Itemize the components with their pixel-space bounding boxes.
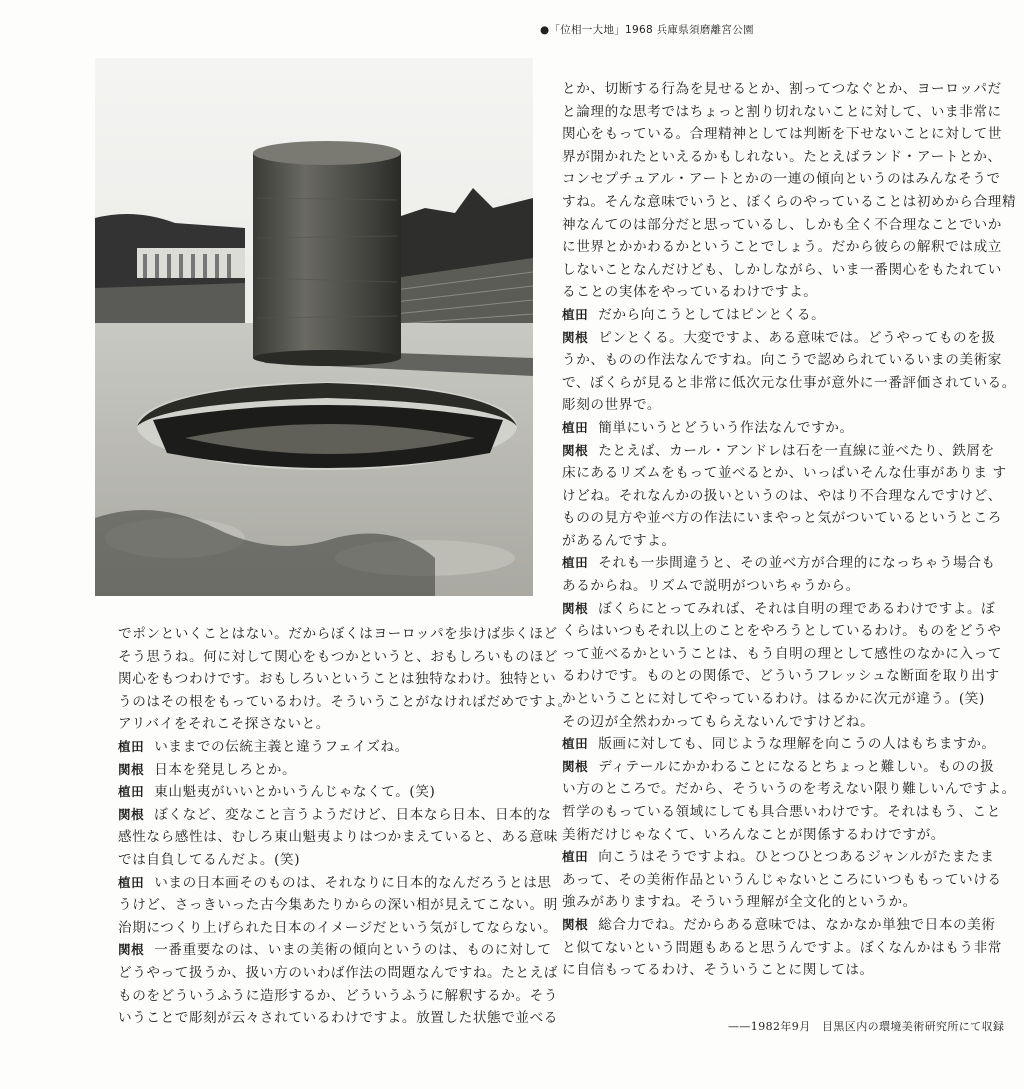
line-text: あるからね。リズムで説明がついちゃうから。 (562, 578, 860, 595)
photograph (95, 58, 533, 596)
dialogue-paragraph (562, 914, 1003, 982)
line-text: 彫刻の世界で。 (562, 397, 662, 414)
dialogue-paragraph (562, 440, 1007, 553)
text-line (118, 894, 559, 917)
line-text: では自負してるんだよ。(笑) (118, 851, 301, 868)
text-line (562, 575, 978, 598)
text-line (562, 846, 995, 869)
text-line (562, 643, 1003, 666)
text-line (562, 778, 1016, 801)
text-column-right (562, 78, 1017, 982)
text-line (562, 552, 996, 575)
dialogue-paragraph (562, 417, 978, 440)
dialogue-paragraph (118, 623, 572, 736)
dialogue-paragraph (118, 736, 536, 759)
line-text: 強みがありますね。そういう理解が全文化的というか。 (562, 894, 917, 911)
dialogue-paragraph (562, 846, 1002, 914)
line-text: うけど、さっきいった古今集あたりからの深い相が見えてこない。明 (118, 897, 559, 914)
dialogue-paragraph (118, 939, 559, 1029)
dialogue-paragraph (562, 756, 1016, 846)
text-line (562, 914, 996, 937)
line-text: 美術だけじゃなくて、いろんなことが関係するわけですが。 (562, 826, 945, 843)
text-line (562, 214, 1003, 237)
text-line (562, 123, 1003, 146)
recording-note: ——1982年9月 目黒区内の環境美術研究所にて収録 (728, 1020, 1005, 1033)
line-text: ものの見方や並べ方の作法にいまやっと気がついているというところ (562, 510, 1003, 527)
dialogue-paragraph (562, 733, 996, 756)
photo-caption: ●「位相一大地」1968 兵庫県須磨離宮公園 (540, 24, 754, 36)
line-text: があるんですよ。 (562, 532, 676, 549)
line-text: 関心をもつわけです。おもしろいということは独特なわけ。独特とい (118, 671, 557, 688)
dialogue-paragraph (562, 78, 1017, 304)
line-text: いまの日本画そのものは、それなりに日本的なんだろうとは思 (154, 874, 552, 891)
text-line (118, 939, 552, 962)
text-line (562, 733, 996, 756)
line-text: でポンといくことはない。だからぼくはヨーロッパを歩けば歩くほど (118, 626, 558, 642)
text-line (562, 101, 1002, 124)
text-line (118, 1007, 559, 1030)
dialogue-paragraph (118, 804, 559, 872)
text-line (562, 485, 1003, 508)
speaker-name: 関根 (562, 600, 589, 616)
line-text: うか、ものの作法なんですね。向こうで認められているいまの美術家 (562, 352, 1003, 369)
speaker-name: 関根 (562, 329, 589, 345)
line-text: 版画に対しても、同じような理解を向こうの人はもちますか。 (598, 736, 996, 753)
line-text: 日本を発見しろとか。 (154, 761, 297, 778)
speaker-name: 関根 (118, 942, 145, 958)
text-line (118, 962, 559, 985)
text-line (118, 781, 536, 804)
line-text: だから向こうとしてはピンとくる。 (598, 306, 826, 323)
speaker-name: 関根 (118, 806, 145, 822)
line-text: ることの実体をやっているわけですよ。 (562, 284, 818, 301)
speaker-name: 植田 (562, 555, 589, 571)
text-line (562, 891, 978, 914)
line-text: で、ぼくらが見ると非常に低次元な仕事が意外に一番評価されている。 (562, 374, 1016, 391)
text-column-left (118, 623, 572, 1030)
text-line (562, 688, 985, 711)
line-text: いままでの伝統主義と違うフェイズね。 (154, 738, 409, 755)
text-line (118, 872, 552, 895)
line-text: 治期につくり上げられた日本のイメージだという気がしてならない。 (118, 919, 558, 936)
text-line (118, 623, 558, 646)
text-line (562, 168, 1001, 191)
line-text: どうやって扱うか、扱い方のいわば作法の問題なんですね。たとえば (118, 964, 559, 981)
dialogue-paragraph (562, 552, 996, 597)
speaker-name: 植田 (118, 738, 145, 754)
line-text: 界が開かれたといえるかもしれない。たとえばランド・アートとか、 (562, 148, 1002, 165)
speaker-name: 関根 (118, 761, 145, 777)
line-text: 床にあるリズムをもって並べるとか、いっぱいそんな仕事がありま す (562, 465, 1007, 482)
line-text: かということに対してやっているわけ。はるかに次元が違う。(笑) (562, 691, 985, 708)
text-line (562, 937, 1003, 960)
text-line (562, 236, 1003, 259)
line-text: 一番重要なのは、いまの美術の傾向というのは、ものに対して (154, 942, 552, 959)
text-line (562, 598, 996, 621)
text-line (118, 646, 559, 669)
speaker-name: 植田 (562, 736, 589, 752)
text-line (118, 849, 536, 872)
line-text: に自信もってるわけ、そういうことに関しては。 (562, 962, 874, 979)
line-text: い方のところで。だから、そういうのを考えない限り難しいんですよ。 (562, 781, 1016, 798)
line-text: コンセプチュアル・アートとかの一連の傾向というのはみんなそうで (562, 171, 1001, 188)
line-text: ぼくらにとってみれば、それは自明の理であるわけですよ。ぼ (598, 600, 996, 617)
text-line (562, 327, 996, 350)
line-text: に世界とかかわるかということでしょう。だから彼らの解釈では成立 (562, 239, 1003, 256)
line-text: とか、切断する行為を見せるとか、割ってつなぐとか、ヨーロッパだ (562, 81, 1002, 97)
text-line (118, 804, 552, 827)
line-text: うのはその根をもっているわけ。そういうことがなければだめですよ。 (118, 693, 572, 710)
line-text: けどね。それなんかの扱いというのは、やはり不合理なんですけど、 (562, 487, 1003, 504)
line-text: しないことなんだけども、しかしながら、いま一番関心をもたれてい (562, 261, 1003, 278)
line-text: あって、その美術作品というんじゃないところにいつももっていける (562, 871, 1002, 888)
speaker-name: 植田 (118, 874, 145, 890)
line-text: ピンとくる。大変ですよ、ある意味では。どうやってものを扱 (598, 329, 996, 346)
text-line (118, 713, 536, 736)
text-line (562, 259, 1003, 282)
text-line (562, 349, 1003, 372)
text-line (562, 372, 1016, 395)
speaker-name: 関根 (562, 758, 589, 774)
line-text: 総合力でね。だからある意味では、なかなか単独で日本の美術 (598, 916, 996, 933)
speaker-name: 植田 (562, 419, 589, 435)
text-line (118, 668, 557, 691)
line-text: 神なんてのは部分だと思っているし、しかも全く不合理なことでいか (562, 216, 1003, 233)
line-text: すね。そんな意味でいうと、ぼくらのやっていることは初めから合理精 (562, 193, 1017, 210)
text-line (562, 801, 1001, 824)
dialogue-paragraph (562, 598, 1003, 734)
line-text: 東山魁夷がいいとかいうんじゃなくて。(笑) (154, 784, 436, 801)
line-text: たとえば、カール・アンドレは石を一直線に並べたり、鉄屑を (598, 442, 995, 459)
line-text: 哲学のもっている領域にしても具合悪いわけです。それはもう、こと (562, 804, 1001, 820)
text-line (562, 824, 978, 847)
text-line (118, 691, 572, 714)
text-line (118, 736, 536, 759)
line-text: 感性なら感性は、むしろ東山魁夷よりはつかまえていると、ある意味 (118, 829, 559, 846)
text-line (562, 507, 1003, 530)
speaker-name: 植田 (118, 784, 145, 800)
line-text: くらはいつもそれ以上のことをやろうとしているわけ。ものをどうや (562, 623, 1002, 640)
text-line (562, 146, 1002, 169)
dialogue-paragraph (562, 327, 1016, 417)
text-line (562, 959, 978, 982)
text-line (562, 869, 1002, 892)
dialogue-paragraph (118, 759, 536, 782)
text-line (562, 78, 1002, 101)
text-line (562, 711, 978, 734)
line-text: と似てないという問題もあると思うんですよ。ぼくなんかはもう非常 (562, 939, 1003, 956)
line-text: 関心をもっている。合理精神としては判断を下せないことに対して世 (562, 126, 1003, 143)
text-line (562, 191, 1017, 214)
text-line (118, 917, 558, 940)
line-text: るわけです。ものとの関係で、どういうフレッシュな断面を取り出す (562, 668, 1000, 685)
line-text: 簡単にいうとどういう作法なんですか。 (598, 419, 854, 436)
text-line (562, 440, 995, 463)
line-text: って並べるかということは、もう自明の理として感性のなかに入って (562, 645, 1003, 662)
text-line (562, 530, 978, 553)
text-line (118, 985, 559, 1008)
text-line (562, 665, 1000, 688)
speaker-name: 関根 (562, 442, 589, 458)
line-text: そう思うね。何に対して関心をもつかというと、おもしろいものほど (118, 648, 559, 665)
text-line (562, 756, 995, 779)
dialogue-paragraph (118, 781, 536, 804)
text-line (562, 304, 978, 327)
line-text: その辺が全然わかってもらえないんですけどね。 (562, 713, 875, 730)
line-text: 向こうはそうですよね。ひとつひとつあるジャンルがたまたま (598, 849, 995, 866)
text-line (562, 281, 978, 304)
text-line (118, 826, 559, 849)
speaker-name: 関根 (562, 916, 589, 932)
text-line (562, 417, 978, 440)
dialogue-paragraph (118, 872, 559, 940)
line-text: それも一歩間違うと、その並べ方が合理的になっちゃう場合も (598, 555, 996, 572)
text-line (118, 759, 536, 782)
text-line (562, 620, 1002, 643)
text-line (562, 462, 1007, 485)
line-text: ものをどういうふうに造形するか、どういうふうに解釈するか。そう (118, 987, 559, 1004)
line-text: いうことで彫刻が云々されているわけですよ。放置した状態で並べる (118, 1010, 559, 1027)
line-text: アリバイをそれこそ探さないと。 (118, 716, 330, 733)
line-text: ぼくなど、変なこと言うようだけど、日本なら日本、日本的な (154, 806, 552, 823)
line-text: ディテールにかかわることになるとちょっと難しい。ものの扱 (598, 758, 995, 775)
dialogue-paragraph (562, 304, 978, 327)
speaker-name: 植田 (562, 306, 589, 322)
speaker-name: 植田 (562, 849, 589, 865)
line-text: と論理的な思考ではちょっと割り切れないことに対して、いま非常に (562, 103, 1002, 120)
sculpture-photo-illustration (95, 58, 533, 596)
text-line (562, 394, 978, 417)
